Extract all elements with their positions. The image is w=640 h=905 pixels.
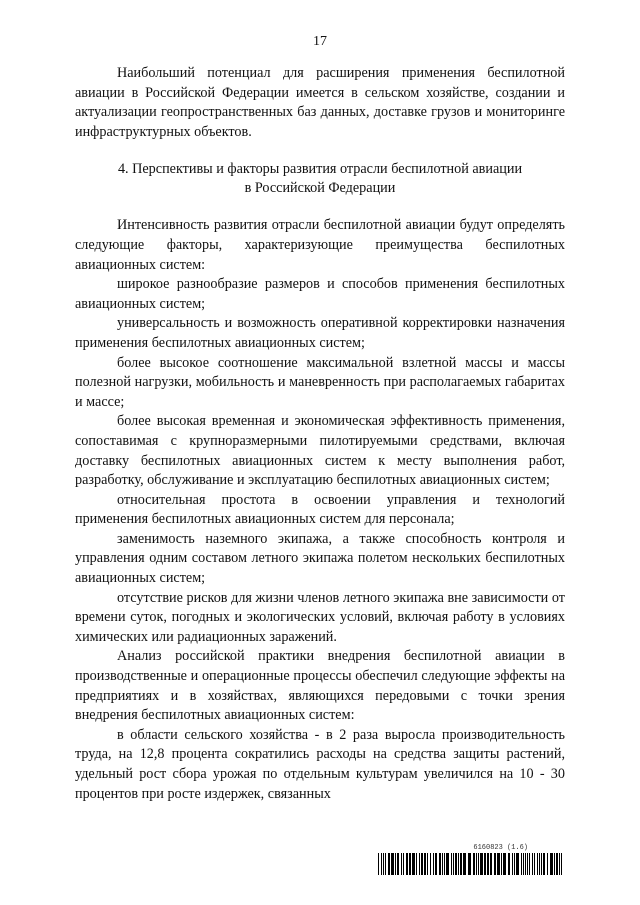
barcode-bar: [494, 853, 496, 875]
barcode-bar: [487, 853, 489, 875]
barcode-bar: [561, 853, 562, 875]
barcode-bar: [516, 853, 519, 875]
barcode-bar: [401, 853, 402, 875]
barcode-bar: [554, 853, 555, 875]
barcode-bar: [480, 853, 483, 875]
barcode-bar: [532, 853, 533, 875]
barcode-bar: [451, 853, 452, 875]
barcode-bar: [378, 853, 379, 875]
barcode-bar: [442, 853, 443, 875]
section-heading-line-2: в Российской Федерации: [244, 180, 396, 197]
barcode-bar: [458, 853, 459, 875]
barcode-bar: [406, 853, 408, 875]
barcode-bar: [523, 853, 524, 875]
barcode-bar: [537, 853, 538, 875]
barcode-bar: [521, 853, 522, 875]
barcode-bar: [490, 853, 492, 875]
barcode-bar: [460, 853, 462, 875]
barcode-bar: [395, 853, 396, 875]
barcode-bar: [409, 853, 411, 875]
barcode-bar: [391, 853, 394, 875]
barcode-bar: [424, 853, 426, 875]
barcode-bar: [444, 853, 445, 875]
barcode-bar: [556, 853, 558, 875]
body-paragraph: отсутствие рисков для жизни членов летного экипажа вне зависимости от времени суток, погодных и экологических условий, включая работу в условиях химических или радиационных заражений.: [75, 589, 565, 645]
barcode-bar: [388, 853, 390, 875]
barcode-bar: [543, 853, 545, 875]
barcode-bar: [455, 853, 457, 875]
barcode-bar: [416, 853, 417, 875]
barcode-bar: [484, 853, 486, 875]
barcode-bar: [497, 853, 500, 875]
barcode-bar: [534, 853, 535, 875]
barcode-bar: [503, 853, 506, 875]
barcode-bar: [403, 853, 404, 875]
barcode-bar: [514, 853, 515, 875]
barcode-bar: [435, 853, 437, 875]
barcode-bar: [381, 853, 382, 875]
body-paragraph: относительная простота в освоении управления и технологий применения беспилотных авиационных систем для персонала;: [75, 491, 565, 528]
barcode-bar: [453, 853, 454, 875]
body-paragraph: Анализ российской практики внедрения беспилотной авиации в производственные и операционные процессы обеспечил следующие эффекты на предприятиях и в хозяйствах, являющихся передовыми с точки зрения внедрения беспилотных авиационных систем:: [75, 648, 565, 724]
barcode-bar: [559, 853, 560, 875]
barcode-bar: [529, 853, 530, 875]
document-body: [75, 64, 565, 804]
barcode-bar: [527, 853, 528, 875]
barcode-bar: [421, 853, 423, 875]
section-heading: [75, 160, 565, 198]
barcode-bar: [508, 853, 510, 875]
barcode-bar: [547, 853, 548, 875]
body-paragraph: в области сельского хозяйства - в 2 раза выросла производительность труда, на 12,8 процента сократились расходы на средства защиты растений, удельный рост сбора урожая по отдельным культурам увеличился на 10 - 30 процентов при росте издержек, связанных: [75, 726, 565, 802]
barcode-bar: [473, 853, 475, 875]
barcode-bar: [539, 853, 540, 875]
barcode-bar: [430, 853, 431, 875]
barcode-bar: [419, 853, 420, 875]
intro-paragraph: Наибольший потенциал для расширения применения беспилотной авиации в Российской Федерации имеется в сельском хозяйстве, создании и актуализации геопространственных баз данных, доставке грузов и мониторинге инфраструктурных объектов.: [75, 65, 565, 140]
barcode-bar: [501, 853, 502, 875]
body-paragraph: заменимость наземного экипажа, а также способность контроля и управления одним составом летного экипажа полетом нескольких беспилотных авиационных систем;: [75, 530, 565, 587]
barcode-bar: [427, 853, 428, 875]
document-code: 6160823 (1.6): [473, 844, 528, 852]
barcode-bar: [463, 853, 466, 875]
barcode-bar: [476, 853, 477, 875]
barcode-image: [378, 853, 563, 875]
body-paragraph: Интенсивность развития отрасли беспилотной авиации будут определять следующие факторы, характеризующие преимущества беспилотных авиационных систем:: [75, 217, 565, 273]
body-paragraph: более высокая временная и экономическая эффективность применения, сопоставимая с крупноразмерными пилотируемыми средствами, включая доставку беспилотных авиационных систем к месту выполнения работ, разработку, обслуживание и эксплуатацию беспилотных авиационных систем;: [75, 413, 565, 489]
page-number: 17: [313, 34, 327, 49]
section-heading-line-1: 4. Перспективы и факторы развития отрасли беспилотной авиации: [117, 161, 523, 178]
barcode-bar: [439, 853, 441, 875]
body-paragraph: универсальность и возможность оперативной корректировки назначения применения беспилотных авиационных систем;: [75, 315, 565, 351]
barcode-bar: [541, 853, 542, 875]
barcode-bar: [397, 853, 399, 875]
barcode-bar: [385, 853, 386, 875]
body-paragraph: более высокое соотношение максимальной взлетной массы и массы полезной нагрузки, мобильность и маневренность при располагаемых габаритах и массе;: [75, 354, 565, 410]
barcode-bar: [478, 853, 479, 875]
body-paragraph: широкое разнообразие размеров и способов применения беспилотных авиационных систем;: [75, 276, 565, 312]
barcode-bar: [383, 853, 384, 875]
barcode-bar: [433, 853, 434, 875]
barcode-bar: [412, 853, 415, 875]
barcode-bar: [525, 853, 526, 875]
barcode-bar: [512, 853, 513, 875]
barcode-bar: [468, 853, 471, 875]
barcode-bar: [550, 853, 553, 875]
barcode-bar: [446, 853, 449, 875]
